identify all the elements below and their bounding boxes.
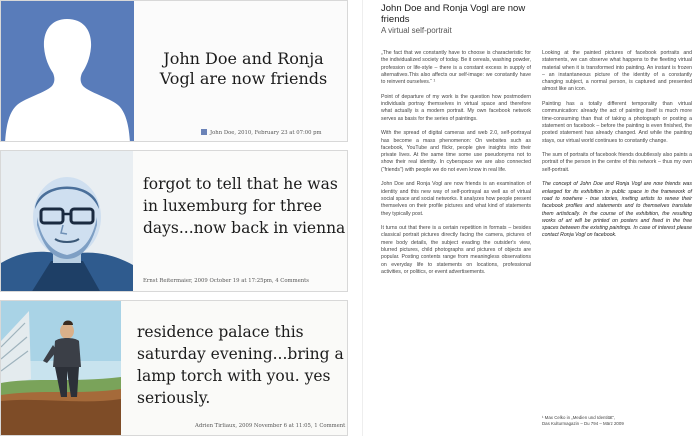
paragraph: Looking at the painted pictures of facebook portraits and statements, we can observe what happens to the fleeting virtual material when it is transformed into painting. An instant is frozen – an instantaneous picture of the identity of a constantly changing subject, a normal person, is captured and presented almost like an icon.	[542, 50, 692, 93]
painting-card-1	[0, 0, 348, 142]
post-meta: John Doe, 2010, February 23 at 07:00 pm	[201, 129, 322, 136]
article-column-left	[381, 50, 531, 284]
article-column-right	[542, 50, 692, 247]
post-meta: Adrien Tirliaux, 2009 November 6 at 11:05, 1 Comment	[195, 423, 346, 429]
paragraph: „The fact that we constantly have to choose is characteristic for the individualized society of today. Be it cereals, washing powder, profession or life-style – there is a constant excess in supply of alternatives.This also affects our self-image: we constantly have to reinvent ourselves.“ ¹	[381, 50, 531, 86]
post-text: residence palace this saturday evening...bring a lamp torch with you. yes seriously.	[137, 323, 344, 407]
post-text: forgot to tell that he was in luxemburg for three days...now back in vienna	[143, 175, 346, 237]
paragraph: With the spread of digital cameras and web 2.0, self-portrayal has become a mass phenomenon: On websites such as facebook, YouTube and flickr, people give insights into their private lives. At the same time some use pseudonyms not to show their real identity. In cyberspace we are also connected (“friends”) with people we do not even know in real life.	[381, 130, 531, 173]
default-avatar-silhouette-icon	[1, 1, 134, 141]
post-meta: Ernst Reitermaier, 2009 October 19 at 17:25pm, 4 Comments	[143, 278, 309, 284]
painting-card-3	[0, 300, 348, 436]
portrait-painting-man-glasses	[1, 151, 133, 291]
paragraph: Painting has a totally different temporality than virtual communication: already the act of painting itself is much more time-consuming than that of taking a photograph or posting a statement on facebook – before the painting is even finished, the posted statement has already changed. And while the painting stays, our virtual world continues to constantly change.	[542, 101, 692, 144]
landscape-painting-figure	[1, 301, 121, 435]
paragraph: The sum of portraits of facebook friends doubtlessly also paints a portrait of the person in the centre of this network – thus my own self-portrait.	[542, 152, 692, 173]
paragraph: Point of departure of my work is the question how postmodern individuals portray themselves in virtual space and therefore what actually is a modern portrait. My own facebook network serves as basis for the series of paintings.	[381, 93, 531, 122]
painting-card-2	[0, 150, 348, 292]
footnote: ¹ Max Celko in „Medien und Identität“, Das Kulturmagazin – Du 794 – März 2009	[542, 415, 624, 427]
article-title: John Doe and Ronja Vogl are now friends	[381, 3, 526, 25]
facebook-mini-icon	[201, 129, 207, 135]
post-text: John Doe and Ronja Vogl are now friends	[159, 49, 328, 88]
page-gutter	[362, 0, 363, 436]
paragraph-emphasis: The concept of John Doe and Ronja Vogl are now friends was enlarged for its exhibition in public space in the framework of road to nowhere - true stories, inviting artists to renew their facebook profiles and statements and to themselves translate them artistically. In the course of the exhibition, the resulting works of art will be printed on posters and fixed in the free spaces between the existing paintings. In case of interest please contact Ronja Vogl on facebook.	[542, 181, 692, 239]
paragraph: John Doe and Ronja Vogl are now friends is an examination of identity and this new way of self-portrayal as well as of virtual social space and social networks. It analyzes how people present themselves on their profile pictures and what kind of statements they typically post.	[381, 181, 531, 217]
article-subtitle: A virtual self-portrait	[381, 26, 452, 35]
paragraph: It turns out that there is a certain repetition in formats – besides classical portrait pictures directly facing the camera, pictures of mere body details, the subject evading the outsider's view, blurred pictures, child photographs and pictures of objects are popular. Posting contents range from meaningless observations on everyday life to statements on locations, professional activities, or politics, or event advertisements.	[381, 225, 531, 275]
